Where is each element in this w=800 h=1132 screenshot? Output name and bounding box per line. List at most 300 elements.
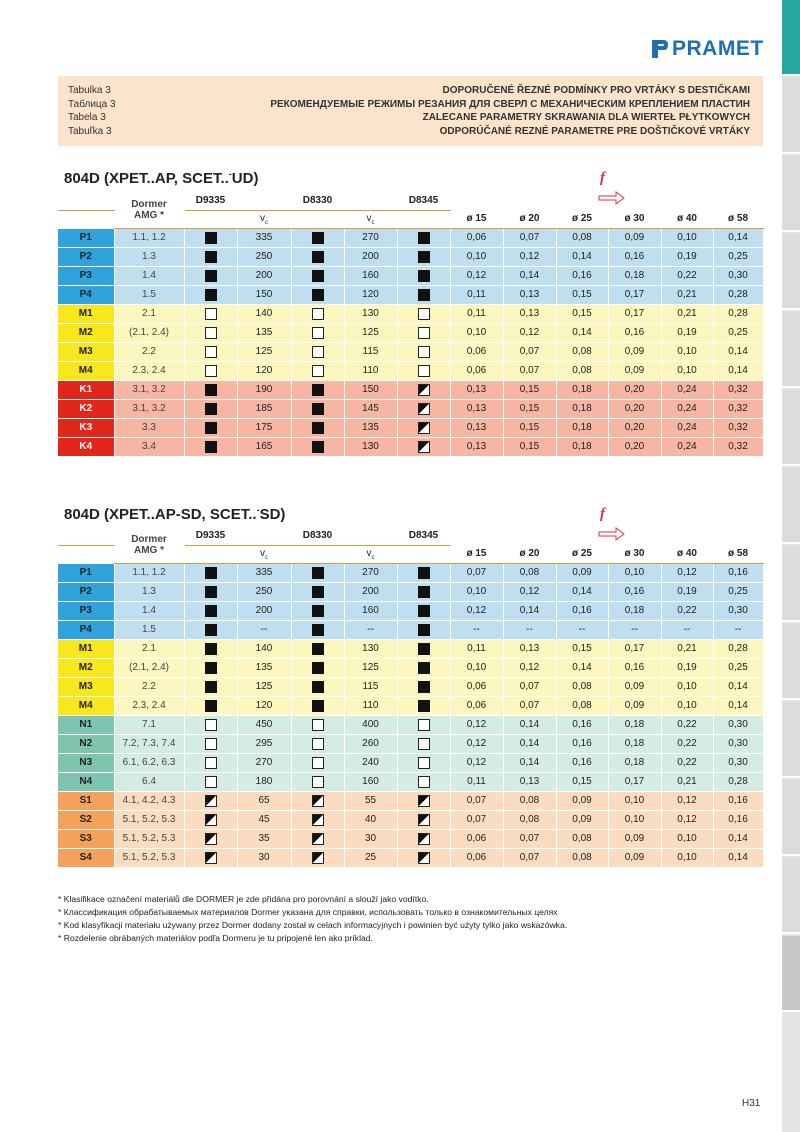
table-row (58, 677, 763, 696)
feed-value: 0,16 (608, 323, 661, 342)
material-code: M2 (58, 658, 114, 677)
material-code: K3 (58, 418, 114, 437)
grade-d9335-suitability (184, 715, 237, 734)
feed-value: 0,11 (450, 772, 503, 791)
feed-value: 0,16 (608, 658, 661, 677)
table-row (58, 848, 763, 867)
side-tab (782, 624, 800, 700)
vc-header: $v_c$ (344, 545, 397, 563)
grade-empty-icon (312, 738, 324, 750)
grade-filled-icon (418, 289, 430, 301)
feed-value: 0,15 (556, 772, 608, 791)
vc-d8330: 115 (344, 342, 397, 361)
grade-header-d8330: D8330 (291, 527, 344, 545)
title-sk: ODPORÚČANÉ REZNÉ PARAMETRE PRE DOŠTIČKOVÉ VRTÁKY (439, 125, 750, 137)
vc-d8330: 270 (344, 563, 397, 582)
table-row (58, 658, 763, 677)
feed-value: 0,28 (713, 639, 763, 658)
feed-value: 0,08 (556, 228, 608, 247)
feed-value: 0,09 (556, 810, 608, 829)
table-label-pl: Tabela 3 (68, 112, 106, 123)
feed-value: 0,15 (503, 380, 556, 399)
feed-label: f (600, 506, 605, 522)
grade-d9335-suitability (184, 791, 237, 810)
material-code: N3 (58, 753, 114, 772)
vc-d9335: 200 (237, 601, 291, 620)
grade-empty-icon (312, 346, 324, 358)
grade-empty-icon (205, 365, 217, 377)
grade-filled-icon (312, 422, 324, 434)
pramet-logo-icon (651, 39, 669, 59)
grade-half-icon (205, 795, 217, 807)
footnote-pl: * Kod klasyfikacji materiału używany przez Dormer dodany został w celach informacyjnych i powinien być użyty tylko jako wskazówka. (58, 920, 568, 930)
grade-d8330-suitability (291, 772, 344, 791)
feed-value: 0,06 (450, 677, 503, 696)
feed-value: 0,12 (661, 563, 713, 582)
grade-filled-icon (312, 384, 324, 396)
grade-d9335-suitability (184, 285, 237, 304)
feed-value: 0,14 (713, 342, 763, 361)
table-header-band (58, 76, 763, 146)
table-number-labels (68, 84, 116, 138)
feed-value: 0,14 (503, 715, 556, 734)
vc-d9335: 125 (237, 342, 291, 361)
feed-value: 0,14 (713, 848, 763, 867)
diameter-header: ø 15 (450, 210, 503, 228)
material-code: S4 (58, 848, 114, 867)
grade-filled-icon (312, 605, 324, 617)
grade-filled-icon (312, 681, 324, 693)
grade-d8345-suitability (397, 734, 450, 753)
amg-code: 1.1, 1.2 (114, 228, 184, 247)
feed-value: 0,08 (556, 361, 608, 380)
vc-header: $v_c$ (237, 545, 291, 563)
feed-value: 0,07 (503, 342, 556, 361)
side-tab (782, 780, 800, 856)
grade-d8330-suitability (291, 582, 344, 601)
title-cz: DOPORUČENÉ ŘEZNÉ PODMÍNKY PRO VRTÁKY S DESTIČKAMI (442, 85, 750, 96)
table-row (58, 361, 763, 380)
feed-value: 0,06 (450, 361, 503, 380)
feed-value: 0,18 (608, 601, 661, 620)
feed-value: 0,13 (503, 639, 556, 658)
amg-code: 7.2, 7.3, 7.4 (114, 734, 184, 753)
grade-d8345-suitability (397, 696, 450, 715)
feed-value: 0,19 (661, 323, 713, 342)
grade-d8330-suitability (291, 285, 344, 304)
amg-header: Dormer AMG * (114, 192, 184, 228)
grade-filled-icon (205, 441, 217, 453)
section-1-title-end: UD) (231, 170, 259, 187)
feed-value: 0,09 (608, 696, 661, 715)
grade-d8330-suitability (291, 399, 344, 418)
vc-d9335: 270 (237, 753, 291, 772)
feed-value: 0,12 (450, 734, 503, 753)
grade-filled-icon (312, 586, 324, 598)
section-1-title-text: 804D (XPET..AP, SCET.. (64, 170, 229, 187)
feed-value: 0,14 (713, 677, 763, 696)
grade-d8330-suitability (291, 361, 344, 380)
material-code: P3 (58, 601, 114, 620)
diameter-header: ø 20 (503, 545, 556, 563)
feed-value: 0,09 (608, 361, 661, 380)
amg-code: 3.1, 3.2 (114, 399, 184, 418)
feed-value: 0,17 (608, 285, 661, 304)
vc-d9335: 450 (237, 715, 291, 734)
table-row (58, 734, 763, 753)
table-row (58, 563, 763, 582)
page-number: H31 (742, 1098, 761, 1109)
table-label-cz: Tabulka 3 (68, 85, 111, 96)
grade-filled-icon (312, 624, 324, 636)
grade-d8345-suitability (397, 323, 450, 342)
pramet-logo-text: PRAMET (672, 37, 764, 60)
amg-code: 3.1, 3.2 (114, 380, 184, 399)
vc-d8330: 25 (344, 848, 397, 867)
vc-d9335: 250 (237, 247, 291, 266)
grade-filled-icon (418, 681, 430, 693)
table-row (58, 285, 763, 304)
diameter-header: ø 40 (661, 545, 713, 563)
table-label-ru: Таблица 3 (68, 98, 116, 110)
feed-value: 0,07 (503, 361, 556, 380)
feed-value: 0,06 (450, 228, 503, 247)
amg-code: 1.3 (114, 247, 184, 266)
side-tab-active (782, 0, 800, 76)
diameter-header: ø 25 (556, 545, 608, 563)
table-row (58, 715, 763, 734)
table-row (58, 620, 763, 639)
feed-value: 0,19 (661, 582, 713, 601)
grade-d8345-suitability (397, 715, 450, 734)
feed-value: 0,18 (556, 380, 608, 399)
grade-d9335-suitability (184, 658, 237, 677)
grade-filled-icon (312, 403, 324, 415)
material-code: K2 (58, 399, 114, 418)
feed-value: 0,15 (556, 285, 608, 304)
table-row (58, 810, 763, 829)
grade-d8345-suitability (397, 829, 450, 848)
vc-d8330: 125 (344, 658, 397, 677)
feed-value: 0,16 (556, 601, 608, 620)
feed-value: 0,12 (450, 753, 503, 772)
feed-value: 0,16 (556, 266, 608, 285)
title-pl: ZALECANE PARAMETRY SKRAWANIA DLA WIERTEŁ PŁYTKOWYCH (422, 112, 750, 123)
feed-value: 0,13 (450, 418, 503, 437)
material-code: K1 (58, 380, 114, 399)
grade-d9335-suitability (184, 342, 237, 361)
grade-filled-icon (418, 605, 430, 617)
grade-half-icon (418, 814, 430, 826)
grade-d9335-suitability (184, 677, 237, 696)
vc-d8330: 160 (344, 601, 397, 620)
grade-filled-icon (418, 586, 430, 598)
feed-value: 0,15 (503, 399, 556, 418)
feed-value: 0,10 (608, 810, 661, 829)
feed-value: 0,30 (713, 601, 763, 620)
grade-header-d9335: D9335 (184, 192, 237, 210)
grade-d8330-suitability (291, 658, 344, 677)
grade-half-icon (418, 833, 430, 845)
grade-header-d9335: D9335 (184, 527, 237, 545)
material-code: S1 (58, 791, 114, 810)
feed-value: 0,17 (608, 772, 661, 791)
grade-d9335-suitability (184, 380, 237, 399)
amg-code: 5.1, 5.2, 5.3 (114, 848, 184, 867)
vc-d9335: 140 (237, 639, 291, 658)
feed-value: 0,10 (450, 323, 503, 342)
feed-value: 0,16 (713, 810, 763, 829)
grade-d8345-suitability (397, 266, 450, 285)
amg-code: 6.4 (114, 772, 184, 791)
feed-value: 0,32 (713, 380, 763, 399)
feed-value: 0,18 (608, 734, 661, 753)
grade-filled-icon (312, 251, 324, 263)
material-code: P2 (58, 247, 114, 266)
grade-filled-icon (205, 624, 217, 636)
vc-d9335: 335 (237, 563, 291, 582)
feed-value: 0,13 (503, 304, 556, 323)
feed-value: 0,15 (503, 418, 556, 437)
grade-d8345-suitability (397, 247, 450, 266)
grade-d8345-suitability (397, 437, 450, 456)
grade-filled-icon (205, 586, 217, 598)
material-code: N1 (58, 715, 114, 734)
feed-value: 0,28 (713, 304, 763, 323)
grade-d8330-suitability (291, 437, 344, 456)
feed-value: 0,12 (503, 247, 556, 266)
side-tab (782, 936, 800, 1012)
feed-value: 0,16 (713, 563, 763, 582)
grade-filled-icon (205, 251, 217, 263)
vc-d9335: 140 (237, 304, 291, 323)
feed-value: 0,18 (556, 418, 608, 437)
feed-value: 0,07 (503, 677, 556, 696)
diameter-header: ø 30 (608, 545, 661, 563)
feed-value: 0,22 (661, 753, 713, 772)
feed-value: 0,22 (661, 715, 713, 734)
feed-value: 0,14 (503, 266, 556, 285)
grade-filled-icon (418, 624, 430, 636)
vc-d8330: 115 (344, 677, 397, 696)
feed-value: 0,14 (713, 228, 763, 247)
grade-d8330-suitability (291, 810, 344, 829)
vc-d8330: 135 (344, 418, 397, 437)
feed-value: 0,07 (503, 848, 556, 867)
material-code: M4 (58, 696, 114, 715)
grade-filled-icon (312, 662, 324, 674)
grade-filled-icon (205, 567, 217, 579)
amg-code: 1.4 (114, 266, 184, 285)
vc-d9335: 125 (237, 677, 291, 696)
material-code: M3 (58, 342, 114, 361)
side-tab (782, 78, 800, 154)
grade-d9335-suitability (184, 772, 237, 791)
grade-d9335-suitability (184, 829, 237, 848)
vc-d8330: 110 (344, 696, 397, 715)
grade-header-d8330: D8330 (291, 192, 344, 210)
grade-d8345-suitability (397, 582, 450, 601)
feed-value: 0,11 (450, 285, 503, 304)
vc-d9335: 65 (237, 791, 291, 810)
grade-filled-icon (205, 422, 217, 434)
feed-value: 0,24 (661, 418, 713, 437)
feed-value: 0,15 (556, 304, 608, 323)
table-row (58, 266, 763, 285)
amg-code: (2.1, 2.4) (114, 658, 184, 677)
table-row (58, 323, 763, 342)
grade-d8345-suitability (397, 399, 450, 418)
amg-code: 1.5 (114, 620, 184, 639)
feed-value: 0,07 (503, 829, 556, 848)
amg-code: 3.3 (114, 418, 184, 437)
table-row (58, 437, 763, 456)
side-tab (782, 156, 800, 232)
amg-code: 5.1, 5.2, 5.3 (114, 810, 184, 829)
feed-value: 0,09 (608, 677, 661, 696)
diameter-header: ø 58 (713, 545, 763, 563)
footnote-sk: * Rozdelenie obrábaných materiálov podľa Dormeru je tu pripojené len ako príklad. (58, 933, 373, 943)
feed-value: 0,07 (450, 563, 503, 582)
amg-code: 1.1, 1.2 (114, 563, 184, 582)
cutting-table-1 (58, 192, 764, 457)
grade-d9335-suitability (184, 323, 237, 342)
side-tab (782, 390, 800, 466)
grade-d8330-suitability (291, 753, 344, 772)
feed-value: 0,16 (556, 715, 608, 734)
vc-d8330: 40 (344, 810, 397, 829)
feed-value: -- (713, 620, 763, 639)
grade-half-icon (312, 833, 324, 845)
grade-d8345-suitability (397, 791, 450, 810)
feed-value: 0,32 (713, 399, 763, 418)
grade-empty-icon (312, 776, 324, 788)
feed-value: 0,10 (450, 247, 503, 266)
vc-d9335: 200 (237, 266, 291, 285)
feed-value: 0,08 (556, 342, 608, 361)
feed-value: 0,06 (450, 696, 503, 715)
grade-empty-icon (205, 346, 217, 358)
grade-empty-icon (312, 365, 324, 377)
side-tab (782, 468, 800, 544)
feed-value: 0,24 (661, 437, 713, 456)
table-row (58, 304, 763, 323)
feed-value: -- (661, 620, 713, 639)
vc-d9335: 35 (237, 829, 291, 848)
table-row (58, 829, 763, 848)
feed-value: 0,21 (661, 285, 713, 304)
grade-empty-icon (418, 776, 430, 788)
grade-header-d8345: D8345 (397, 192, 450, 210)
vc-d8330: 270 (344, 228, 397, 247)
grade-filled-icon (418, 232, 430, 244)
grade-d8345-suitability (397, 639, 450, 658)
grade-filled-icon (312, 270, 324, 282)
side-tab (782, 702, 800, 778)
grade-empty-icon (418, 738, 430, 750)
grade-half-icon (418, 852, 430, 864)
diameter-header: ø 30 (608, 210, 661, 228)
amg-code: 1.5 (114, 285, 184, 304)
section-2-title-sup: - (256, 505, 260, 515)
feed-value: 0,30 (713, 753, 763, 772)
vc-d9335: 335 (237, 228, 291, 247)
grade-empty-icon (205, 757, 217, 769)
feed-value: 0,17 (608, 639, 661, 658)
feed-value: -- (450, 620, 503, 639)
feed-value: 0,30 (713, 715, 763, 734)
feed-value: 0,12 (503, 323, 556, 342)
grade-d8330-suitability (291, 848, 344, 867)
grade-d9335-suitability (184, 228, 237, 247)
material-code: P4 (58, 285, 114, 304)
grade-d8345-suitability (397, 677, 450, 696)
feed-value: 0,08 (556, 696, 608, 715)
grade-d8345-suitability (397, 380, 450, 399)
table-row (58, 696, 763, 715)
feed-value: 0,07 (503, 696, 556, 715)
feed-value: 0,18 (608, 753, 661, 772)
feed-value: 0,10 (608, 791, 661, 810)
amg-code: 2.3, 2.4 (114, 361, 184, 380)
grade-half-icon (312, 852, 324, 864)
vc-d8330: 200 (344, 582, 397, 601)
material-code: P1 (58, 563, 114, 582)
vc-d9335: 180 (237, 772, 291, 791)
feed-value: 0,10 (450, 582, 503, 601)
grade-d8345-suitability (397, 772, 450, 791)
feed-value: 0,10 (661, 829, 713, 848)
grade-filled-icon (312, 441, 324, 453)
vc-d9335: 120 (237, 361, 291, 380)
feed-value: 0,12 (661, 791, 713, 810)
vc-d8330: 260 (344, 734, 397, 753)
feed-value: 0,19 (661, 247, 713, 266)
grade-half-icon (205, 814, 217, 826)
feed-label: f (600, 170, 605, 186)
vc-d9335: 135 (237, 658, 291, 677)
grade-empty-icon (418, 365, 430, 377)
grade-half-icon (312, 795, 324, 807)
grade-d8345-suitability (397, 658, 450, 677)
feed-value: 0,07 (503, 228, 556, 247)
amg-code: 1.4 (114, 601, 184, 620)
cutting-table-2 (58, 527, 764, 868)
feed-value: 0,25 (713, 658, 763, 677)
feed-value: 0,10 (661, 848, 713, 867)
feed-value: 0,09 (608, 848, 661, 867)
vc-header: $v_c$ (344, 210, 397, 228)
feed-value: 0,08 (556, 848, 608, 867)
grade-d9335-suitability (184, 418, 237, 437)
vc-d8330: 130 (344, 639, 397, 658)
grade-filled-icon (205, 232, 217, 244)
grade-d8330-suitability (291, 829, 344, 848)
feed-value: 0,25 (713, 247, 763, 266)
table-row (58, 639, 763, 658)
vc-d9335: 165 (237, 437, 291, 456)
grade-filled-icon (418, 270, 430, 282)
grade-d9335-suitability (184, 696, 237, 715)
feed-value: 0,07 (450, 810, 503, 829)
vc-d9335: 150 (237, 285, 291, 304)
vc-d8330: 240 (344, 753, 397, 772)
table-row (58, 228, 763, 247)
grade-empty-icon (418, 346, 430, 358)
grade-empty-icon (312, 719, 324, 731)
grade-d9335-suitability (184, 810, 237, 829)
grade-d9335-suitability (184, 437, 237, 456)
